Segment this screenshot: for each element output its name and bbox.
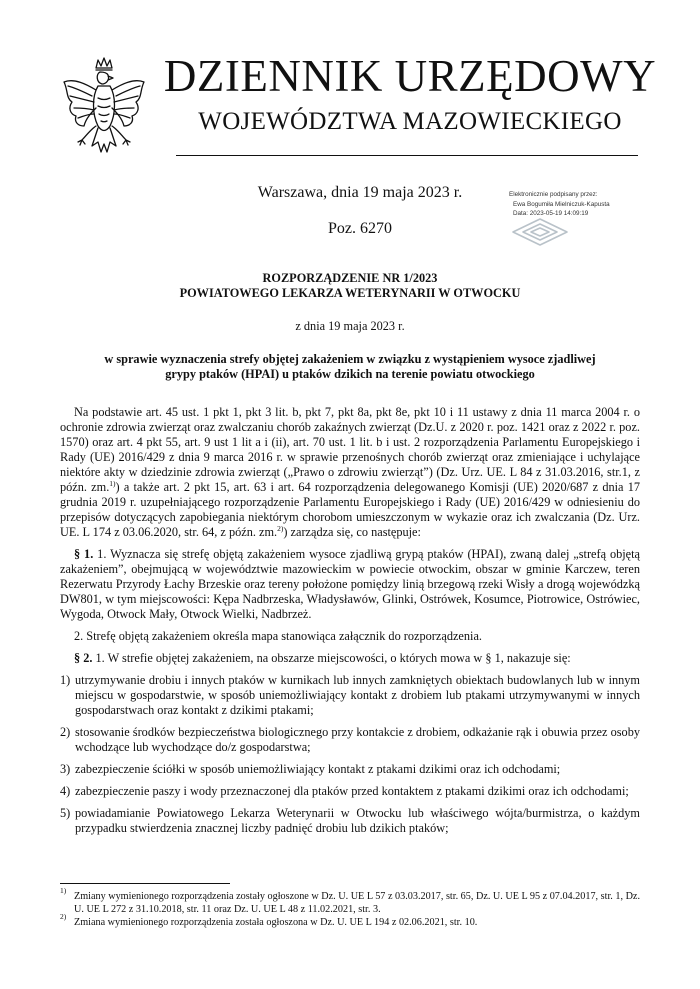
section-1-mark: § 1. — [74, 547, 94, 561]
act-subject: w sprawie wyznaczenia strefy objętej zakażeniem w związku z wystąpieniem wysoce zjadliwej grypy ptaków (HPAI) u ptaków dzikich na terenie powiatu otwockiego — [104, 352, 596, 381]
act-date: z dnia 19 maja 2023 r. — [295, 319, 405, 333]
signature-date: Data: 2023-05-19 14:09:19 — [513, 210, 589, 217]
list-item — [60, 784, 640, 799]
preamble-paragraph — [60, 405, 640, 540]
list-item-number: 2) — [60, 725, 71, 739]
footnote-divider — [60, 883, 230, 884]
footnote-ref-2[interactable]: 2) — [277, 523, 284, 533]
list-item-number: 3) — [60, 762, 71, 776]
signature-seal-icon — [509, 217, 571, 247]
preamble-text-end: ) zarządza się, co następuje: — [283, 525, 421, 539]
section-2-paragraph-1 — [60, 651, 640, 666]
footnote-text: Zmiany wymienionego rozporządzenia zostały ogłoszone w Dz. U. UE L 57 z 03.03.2017, str. 65, Dz. U. UE L 95 z 07.04.2017, str. 1, Dz. U. UE L 272 z 31.10.2018, str. 11 oraz Dz. U. UE L 48 z 11.02.2021, str. 3. — [74, 891, 640, 915]
act-title — [100, 271, 600, 301]
list-item-text: zabezpieczenie paszy i wody przeznaczonej dla ptaków przed kontaktem z ptakami dzikimi oraz ich odchodami; — [75, 784, 629, 798]
footnote-mark: 2) — [60, 912, 67, 921]
list-item-text: utrzymywanie drobiu i innych ptaków w kurnikach lub innych zamkniętych obiektach budowlanych lub w innym miejscu w gospodarstwie, w sposób uniemożliwiający kontakt z drobiem lub ptakami utrzymywanymi w innych gospodarstwach oraz kontakt z dzikimi ptakami; — [75, 673, 640, 717]
act-title-line-2: POWIATOWEGO LEKARZA WETERYNARII W OTWOCKU — [179, 286, 521, 300]
masthead-title: DZIENNIK URZĘDOWY — [163, 51, 657, 101]
list-item — [60, 806, 640, 836]
list-item — [60, 762, 640, 777]
footnote-text: Zmiana wymienionego rozporządzenia została ogłoszona w Dz. U. UE L 194 z 02.06.2021, str. 10. — [74, 917, 478, 928]
body-text — [60, 405, 640, 836]
list-item-text: zabezpieczenie ściółki w sposób uniemożliwiający kontakt z ptakami dzikimi oraz ich odchodami; — [75, 762, 561, 776]
signature-label: Elektronicznie podpisany przez: — [509, 191, 598, 198]
footnote-1 — [60, 886, 640, 916]
section-2-mark: § 2. — [74, 651, 93, 665]
footnote-2 — [60, 912, 640, 930]
preamble-text: Na podstawie art. 45 ust. 1 pkt 1, pkt 3 lit. b, pkt 7, pkt 8a, pkt 8e, pkt 10 i 11 ustawy z dnia 11 marca 2004 r. o ochronie zdrowia zwierząt oraz zwalczaniu chorób zakaźnych zwierząt (Dz.U. z 2020 r. poz. 1421 oraz z 2022 r. poz. 1570) oraz art. 4 pkt 55, art. 9 ust 1 lit a i (ii), art. 70 ust. 1 lit. b i ust. 2 rozporządzenia Parlamentu Europejskiego i Rady (UE) 2016/429 z dnia 9 marca 2016 r. w sprawie przenośnych chorób zwierząt oraz zmieniające i uchylające niektóre akty w dziedzinie zdrowia zwierząt („Prawo o zdrowiu zwierząt”) (Dz. Urz. UE. L 84 z 31.03.2016, str.1, z późn. zm. — [60, 405, 640, 494]
section-1-paragraph-2: 2. Strefę objętą zakażeniem określa mapa stanowiąca załącznik do rozporządzenia. — [74, 629, 482, 643]
list-item — [60, 725, 640, 755]
list-item-number: 5) — [60, 806, 71, 820]
masthead-divider — [176, 155, 638, 156]
footnotes — [60, 886, 640, 931]
act-title-line-1: ROZPORZĄDZENIE NR 1/2023 — [262, 271, 438, 285]
eagle-emblem-icon — [58, 56, 150, 164]
preamble-text-middle: ) a także art. 2 pkt 15, art. 63 i art. 64 rozporządzenia delegowanego Komisji (UE) 2020/687 z dnia 17 grudnia 2019 r. uzupełniającego rozporządzenie Parlamentu Europejskiego i Rady (UE) 2016/429 w odniesieniu do przepisów dotyczących zapobiegania niektórym chorobom umieszczonym w wykazie oraz ich zwalczania (Dz. Urz. UE. L 174 z 03.06.2020, str. 64, z późn. zm. — [60, 480, 640, 539]
section-1-paragraph-1 — [60, 547, 640, 622]
footnote-mark: 1) — [60, 886, 67, 895]
position-number: Poz. 6270 — [328, 220, 392, 237]
list-item-text: powiadamianie Powiatowego Lekarza Weterynarii w Otwocku lub właściwego wójta/burmistrza, o każdym przypadku stwierdzenia znacznej liczby padnięć drobiu lub dzikich ptaków; — [75, 806, 640, 835]
section-2-text: 1. W strefie objętej zakażeniem, na obszarze miejscowości, o których mowa w § 1, nakazuje się: — [92, 651, 571, 665]
section-1-text: 1. Wyznacza się strefę objętą zakażeniem wysoce zjadliwą grypą ptaków (HPAI), zwaną dalej „strefą objętą zakażeniem”, obejmującą w województwie mazowieckim w powiecie otwockim, obszar w gminie Karczew, teren Rezerwatu Przyrody Łachy Brzeskie oraz tereny położone pomiędzy linią brzegową rzeki Wisły a drogą wojewódzką DW801, w tym miejscowości: Kępa Nadbrzeska, Władysławów, Glinki, Ostrówek, Kosumce, Piotrowice, Ostrówiec, Wygoda, Otwock Mały, Otwock Wielki, Nadbrzeż. — [60, 547, 640, 621]
masthead-subtitle: WOJEWÓDZTWA MAZOWIECKIEGO — [198, 108, 622, 135]
signature-signer: Ewa Bogumiła Mielniczuk-Kapusta — [513, 200, 610, 208]
place-date: Warszawa, dnia 19 maja 2023 r. — [257, 184, 463, 201]
list-item-number: 1) — [60, 673, 71, 687]
electronic-signature — [509, 190, 684, 219]
list-item — [60, 673, 640, 718]
list-item-number: 4) — [60, 784, 71, 798]
footnote-ref-1[interactable]: 1) — [109, 478, 116, 488]
list-item-text: stosowanie środków bezpieczeństwa biologicznego przy kontakcie z drobiem, odkażanie rąk i obuwia przez osoby wchodzące lub wychodzące do/z gospodarstwa; — [75, 725, 640, 754]
